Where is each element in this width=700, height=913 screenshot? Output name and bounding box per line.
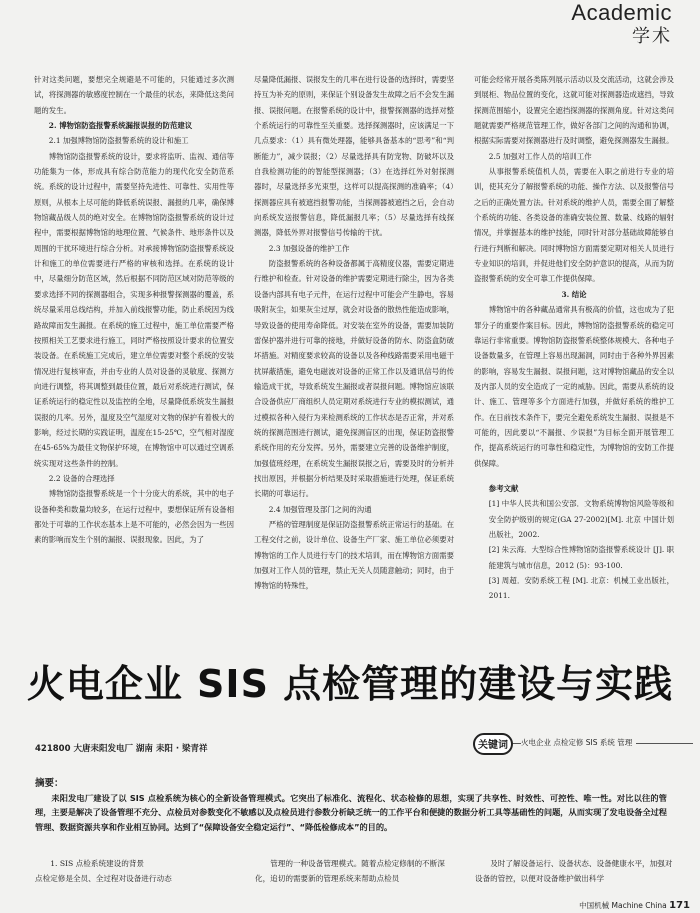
abstract-label: 摘要： bbox=[35, 778, 64, 789]
paragraph: [2] 朱云海．大型综合性博物馆防盗报警系统设计 [J]. 职能建筑与城市信息，2012 (5)：93-100. bbox=[488, 545, 674, 570]
paragraph: [3] 周超．安防系统工程 [M]. 北京：机械工业出版社，2011. bbox=[488, 576, 674, 601]
paragraph: 防盗报警系统的各种设备都属于高精度仪器，需要定期进行维护和检查。针对设备的维护需要定期进行除尘，因为各类设备内部具有电子元件，在运行过程中可能会产生静电，容易吸附灰尘，如果灰尘过厚，就会对设备的散热性能造成影响，导致设备的使用寿命降低。对安装在室外的设备，需要加装防雷保护器并进行可靠的接地，并做好设备的防水、防盗盒防破坏措施。对精度要求较高的设备以及各种线路需要采用电磁干扰屏蔽措施，避免电磁波对设备的正常工作以及通讯信号的传输造成干扰，导致系统发生漏报或者误报问题。博物馆应该联合设备供应厂商组织人员定期对系统进行专业的模拟测试，通过模拟各种入侵行为来检测系统的工作状态是否正常，并对系统的探测范围进行测试，避免探测盲区的出现，保证防盗报警系统作用的充分发挥。另外，需要建立完善的设备维护制度，加强值班经理，在系统发生漏报误报之后，需要及时的分析并找出原因，并根据分析结果及时采取措施进行处理，保证系统长期的可靠运行。 bbox=[254, 259, 454, 499]
brand-chinese: 学术 bbox=[632, 26, 672, 47]
paragraph: 管理的一种设备管理模式。随着点检定修制的不断深化，追切的需要新的管理系统来帮助点检员 bbox=[255, 859, 445, 883]
brand-english: Academic bbox=[571, 0, 672, 25]
column-1 bbox=[34, 72, 234, 548]
paragraph: 2.1 加强博物馆防盗报警系统的设计和施工 bbox=[48, 136, 189, 146]
paragraph: 博物馆中的各种藏品通常具有极高的价值，这也成为了犯罪分子的重要作案目标。因此，博物馆防盗报警系统的稳定可靠运行非常重要。博物馆防盗报警系统整体规模大、各种电子设备数量多，在管理上容易出现漏洞，同时由于各种外界因素的影响，容易发生漏报、误报问题，这对博物馆藏品的安全以及内部人员的安全造成了一定的威胁。因此，需要从系统的设计、施工、管理等多个方面进行加强，并做好系统的维护工作。在日前技术条件下，要完全避免系统发生漏报、误报是不可能的，因此要以“不漏报、少误报”为目标全面开展管理工作，提高系统运行的可靠性和稳定性，为博物馆的安防工作提供保障。 bbox=[474, 305, 674, 468]
page-number: 171 bbox=[669, 900, 690, 911]
paragraph: [1] 中华人民共和国公安部．文物系统博物馆风险等级和安全防护级别的规定(GA 27-2002)[M]. 北京 中国计划出版社，2002. bbox=[488, 499, 674, 539]
keywords-bar bbox=[473, 733, 673, 755]
paragraph: 2.3 加强设备的维护工作 bbox=[268, 243, 350, 253]
paragraph: 2.2 设备的合理选择 bbox=[48, 473, 115, 483]
paragraph: 博物馆防盗报警系统的设计，要求将监听、监视、通信等功能集为一体，形成具有综合防范能力的现代化安全防范系统。系统的设计过程中，需要坚持先进性、可靠性、实用性等原则，从根本上尽可能的降低系统误报、漏报的几率，确保博物馆藏品级人员的绝对安全。在博物馆防盗报警系统的设计过程中，需要根据博物馆的地理位置、气候条件、地形条件以及周围的干扰环境进行综合分析。对承接博物馆防盗报警系统设计和施工的单位需要进行严格的审核和选择。在系统的设计中，尽量细分防范区域，然后根据不同防范区域对防范等级的要求选择不同的探测器组合，实现多种报警探测器的覆盖，系统尽量采用总线结构，并加入前线报警功能，防止系统因为线路故障而发生漏报。在系统的施工过程中，施工单位需要严格按照相关工艺要求进行施工，同时严格按照设计要求的位置安装设备。在系统施工完成后，建立单位需要对整个系统的安装情况进行复核审查，并由专业的人员对设备的灵敏度、探测方向进行调整，将其调整到最佳位置，最后对系统进行测试，保证系统运行的稳定性以及监控的全地，尽量降低系统发生漏报误报的几率。另外，温度及空气湿度对文物的保护有着极大的影响，经过长期的实践证明，温度在15-25℃，空气相对湿度在45-65%为最佳文物保护环境，在博物馆中可以通过空调系统实现对这些条件的控制。 bbox=[34, 151, 234, 468]
column-3 bbox=[474, 72, 674, 604]
column-2 bbox=[254, 72, 454, 594]
paragraph: 参考文献 bbox=[488, 483, 519, 493]
abstract-text: 耒阳发电厂建设了以 SIS 点检系统为核心的全新设备管理模式。它突出了标准化、流程化、状态检修的思想，实现了共享性、时效性、可控性、唯一性。对比以往的管理，主要是解决了设备管理不充分、点检员对参数变化不敏感以及点检员进行参数分析缺乏统一的工作平台和便捷的数据分析工具等基础性的问题，从而实现了发电设备全过程管理、数据资源共享和作业相互协同。达到了“保障设备安全稳定运行”、“降低检修成本”的目的。 bbox=[35, 793, 667, 832]
body-column-2 bbox=[255, 856, 455, 886]
paragraph: 可能会经常开展各类陈列展示活动以及交流活动，这就会涉及到展柜、物品位置的变化，这就可能对探测器造成遮挡，导致探测范围缩小，设置完全遮挡探测器的探测角度。针对这类问题就需要严格规范管理工作，做好各部门之间的沟通和协调，根据实际需要对探测器进行及时调整，避免探测器发生漏报。 bbox=[474, 75, 674, 146]
author-line: 421800 大唐耒阳发电厂 湖南 耒阳 · 梁青祥 bbox=[35, 744, 208, 754]
body-column-1 bbox=[35, 856, 235, 886]
paragraph: 2.4 加强管理及部门之间的沟通 bbox=[268, 504, 372, 514]
journal-name: 中国机械 Machine China bbox=[579, 901, 667, 910]
header-brand bbox=[571, 2, 672, 48]
keywords-badge: 关键词 bbox=[473, 733, 513, 755]
paragraph: 2.5 加强对工作人员的培训工作 bbox=[488, 151, 592, 161]
paragraph: 针对这类问题，要想完全规避是不可能的，只能通过多次测试，将探测器的敏感度控制在一个最佳的状态，来降低这类问题的发生。 bbox=[34, 75, 234, 115]
body-column-3 bbox=[475, 856, 675, 886]
paragraph: 1. SIS 点检系统建设的背景 点检定修是全员、全过程对设备进行动态 bbox=[35, 859, 172, 883]
paragraph: 尽量降低漏报、误报发生的几率在进行设备的选择时，需要坚持互为补充的原则，来保证个别设备发生故障之后不会发生漏报、误报问题。在报警系统的设计中，报警探测器的选择对整个系统运行的可靠性至关重要。选择探测器时，应该满足一下几点要求：（1）具有微处理器，能够具备基本的“思考”和“判断能力”，减少误报；（2）尽量选择具有防宠物、防破坏以及自我检测功能的的智能型探测器；（3）在选择红外对射探测器时，尽量选择多光束型，这样可以提高探测的准确率；（4）探测器应具有被遮挡报警功能，当探测器被遮挡之后，会自动向系统发送报警信息，降低漏报几率；（5）尽量选择有线探测器，降低外界对报警信号传输的干扰。 bbox=[254, 75, 454, 238]
paragraph: 博物馆防盗报警系统是一个十分庞大的系统，其中的电子设备种类和数量均较多，在运行过程中，要想保证所有设备相都处于可靠的工作状态基本上是不可能的，必然会因为一些因素的影响而发生个别的漏报、误报现象。因此，为了 bbox=[34, 489, 234, 545]
article-title: 火电企业 SIS 点检管理的建设与实践 bbox=[26, 662, 674, 706]
paragraph: 2. 博物馆防盗报警系统漏报误报的防范建议 bbox=[48, 121, 193, 131]
page-footer bbox=[579, 900, 690, 911]
keywords-text: 火电企业 点检定修 SIS 系统 管理 bbox=[521, 737, 636, 748]
paragraph: 及时了解设备运行、设备状态、设备健康水平，加强对设备的管控，以便对设备维护做出科学 bbox=[475, 859, 673, 883]
paragraph: 严格的管理制度是保证防盗报警系统正常运行的基础。在工程交付之前，设计单位、设备生产厂家、施工单位必须要对博物馆的工作人员进行专门的技术培训，而在博物馆方面需要加强对工作人员的管理，禁止无关人员随意触动；同时，由于博物馆的特殊性， bbox=[254, 519, 454, 591]
paragraph: 从事报警系统值机人员，需要在入职之前进行专业的培训，使其充分了解报警系统的功能、操作方法、以及报警信号之后的正确处置方法。针对系统的维护人员，需要全面了解整个系统的功能、各类设备的准确安装位置、数量、线路的辐射情况，并掌握基本的维护技能，同时针对部分基础故障能够自行进行判断和解决。同时博物馆方面需要定期对相关人员进行专业知识的培训，并促进他们安全防护意识的提高，从而为防盗报警系统的安全可靠工作提供保障。 bbox=[474, 167, 674, 284]
paragraph: 3. 结论 bbox=[561, 289, 587, 299]
